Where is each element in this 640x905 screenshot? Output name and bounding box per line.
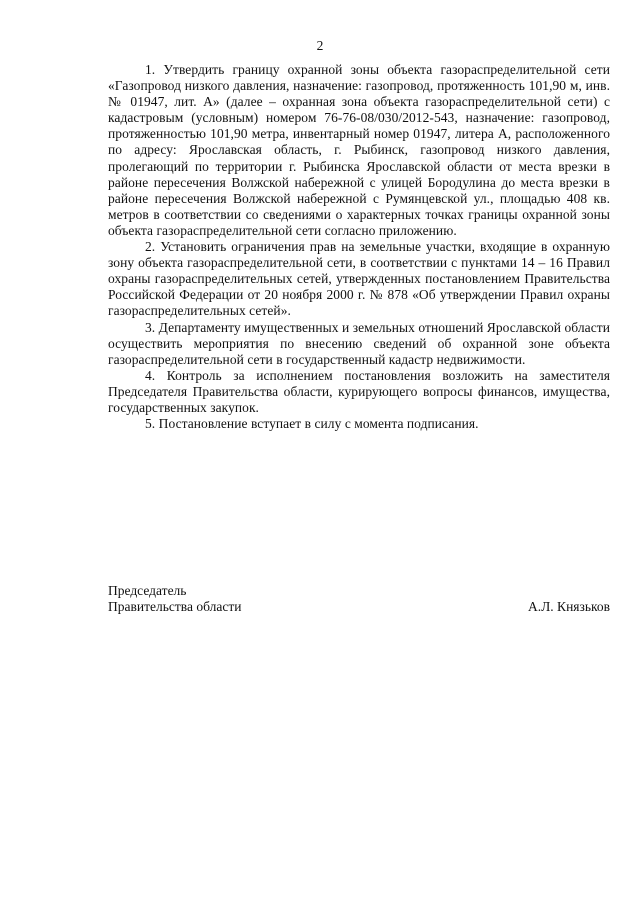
paragraph-1: 1. Утвердить границу охранной зоны объекта газораспределительной сети «Газопровод низкого давления, назначение: газопровод, протяженность 101,90 м, инв. № 01947, лит. А» (далее – охранная зона объекта газораспределительной сети) с кадастровым (условным) номером 76-76-08/030/2012-543, назначение: газопровод, протяженностью 101,90 метра, инвентарный номер 01947, литера А, расположенного по адресу: Ярославская область, г. Рыбинск, газопровод низкого давления, пролегающий по территории г. Рыбинска Ярославской области от места врезки в районе пересечения Волжской набережной с улицей Бородулина до места врезки в районе пересечения Волжской набережной с Румянцевской ул., площадью 408 кв. метров в соответствии со сведениями о характерных точках границы охранной зоны объекта газораспределительной сети согласно приложению. (108, 62, 610, 238)
signatory-position-line2: Правительства области (108, 599, 242, 615)
document-body (108, 62, 610, 432)
paragraph-2: 2. Установить ограничения прав на земельные участки, входящие в охранную зону объекта газораспределительной сети, в соответствии с пунктами 14 – 16 Правил охраны газораспределительных сетей, утвержденных постановлением Правительства Российской Федерации от 20 ноября 2000 г. № 878 «Об утверждении Правил охраны газораспределительных сетей». (108, 239, 610, 319)
paragraph-5: 5. Постановление вступает в силу с момента подписания. (145, 416, 479, 432)
signature-block (108, 583, 610, 615)
paragraph-3: 3. Департаменту имущественных и земельных отношений Ярославской области осуществить мероприятия по внесению сведений об охранной зоне объекта газораспределительной сети в государственный кадастр недвижимости. (108, 319, 610, 367)
page-number: 2 (316, 38, 324, 53)
signature-row (108, 599, 610, 615)
signatory-position-line1: Председатель (108, 583, 187, 598)
paragraph-4: 4. Контроль за исполнением постановления возложить на заместителя Председателя Правительства области, курирующего вопросы финансов, имущества, государственных закупок. (108, 367, 610, 415)
signatory-name: А.Л. Князьков (528, 599, 610, 615)
